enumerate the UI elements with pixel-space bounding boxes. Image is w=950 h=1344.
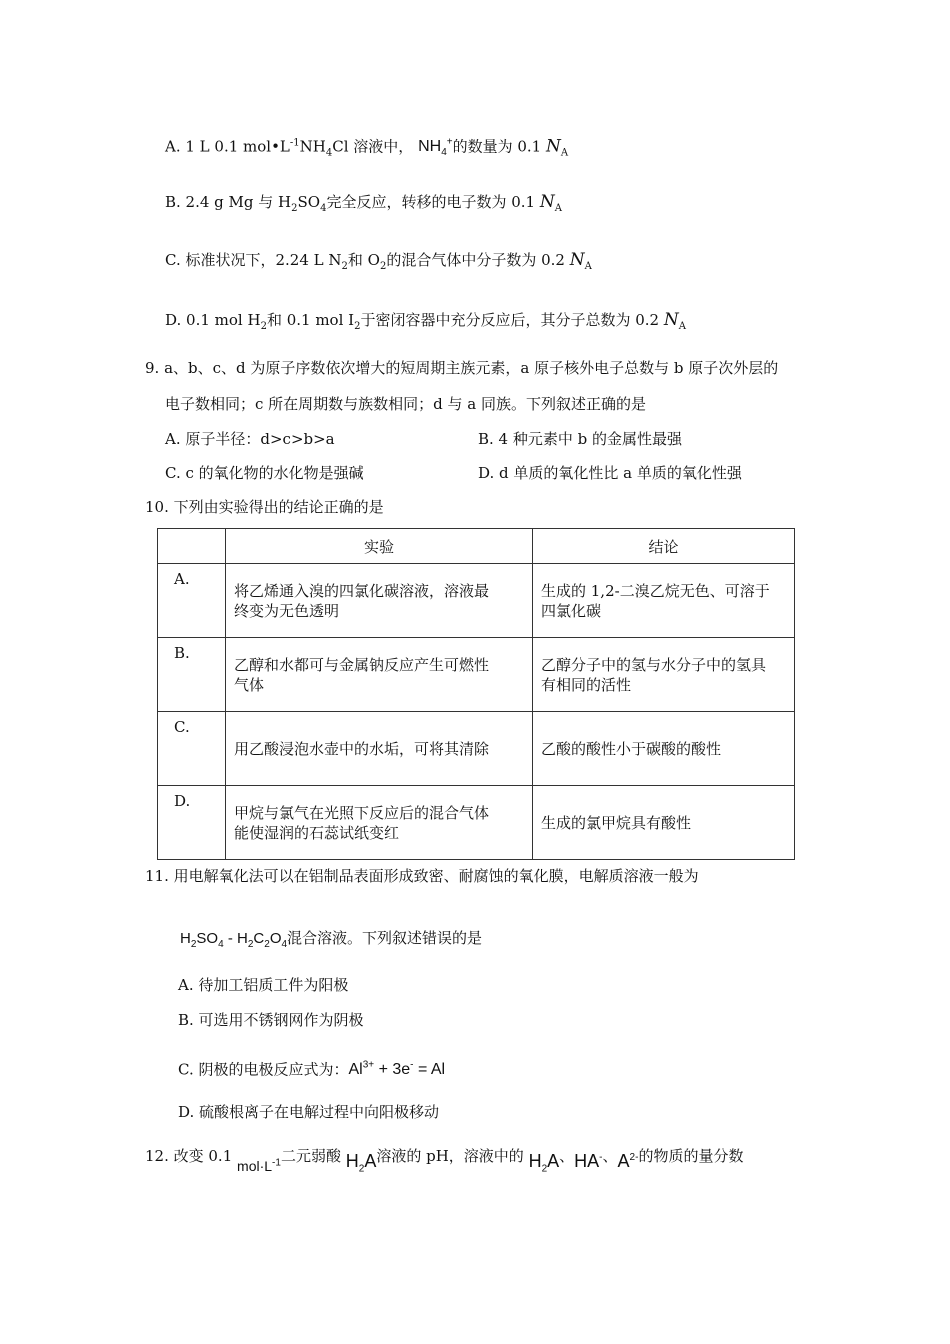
- cell-line: 生成的 1,2-二溴乙烷无色、可溶于: [541, 581, 770, 600]
- f-so: SO: [196, 930, 219, 947]
- q8c-sub1: 2: [341, 261, 348, 272]
- cell-line: 乙酸的酸性小于碳酸的酸性: [541, 739, 722, 758]
- q12-mid2: 溶液的 pH，溶液中的: [376, 1147, 524, 1165]
- q8-option-c: [165, 250, 592, 277]
- cell-line: 有相同的活性: [541, 675, 632, 694]
- q8b-post: 完全反应，转移的电子数为 0.1: [326, 193, 540, 211]
- eq-al: Al: [348, 1061, 363, 1079]
- sp-a2: A: [617, 1151, 630, 1171]
- f-sub: 4: [218, 939, 224, 950]
- sp-sub: 2: [541, 1163, 548, 1175]
- q12-stem: [145, 1142, 743, 1174]
- f-sub: 4: [281, 939, 288, 950]
- row-conclusion: [533, 638, 795, 712]
- h2a-sub: 2: [358, 1163, 365, 1175]
- cell-line: 甲烷与氯气在光照下反应后的混合气体: [234, 803, 490, 822]
- avogadro-symbol: N: [663, 310, 679, 330]
- q9-option-d: D. d 单质的氧化性比 a 单质的氧化性强: [478, 464, 742, 482]
- f-sub: 2: [247, 939, 254, 950]
- cathode-equation: [348, 1061, 445, 1078]
- q12-pre: 12. 改变 0.1: [145, 1147, 233, 1165]
- q11-stem-line2: [180, 928, 482, 955]
- h2a-h: H: [345, 1151, 359, 1171]
- row-experiment: [226, 638, 533, 712]
- h2a-a: A: [364, 1151, 377, 1171]
- nh4-sub: 4: [441, 147, 447, 159]
- table-header-row: [158, 529, 795, 564]
- sp-charge: -: [599, 1152, 603, 1163]
- avogadro-symbol: N: [539, 192, 555, 212]
- table-header-experiment: 实验: [226, 529, 533, 564]
- cell-line: 用乙酸浸泡水壶中的水垢，可将其清除: [234, 739, 490, 758]
- q9-option-c: C. c 的氧化物的水化物是强碱: [165, 464, 364, 482]
- row-conclusion: [533, 564, 795, 638]
- q8d-sub1: 2: [260, 321, 267, 332]
- q8d-text: D. 0.1 mol H: [165, 311, 261, 329]
- q11-option-d: D. 硫酸根离子在电解过程中向阳极移动: [178, 1103, 440, 1121]
- row-experiment: [226, 786, 533, 860]
- q12-post: 的物质的量分数: [638, 1147, 744, 1165]
- q8a-sup: -1: [289, 137, 300, 149]
- nh4-charge: +: [446, 137, 453, 148]
- q8a-text: A. 1 L 0.1 mol•L: [165, 137, 290, 156]
- species-a: [618, 1151, 639, 1171]
- experiment-table: [157, 528, 795, 860]
- q8a-tail: Cl 溶液中，: [332, 137, 414, 156]
- q8d-post: 于密闭容器中充分反应后，其分子总数为 0.2: [360, 311, 664, 329]
- q8-option-a: [165, 133, 568, 164]
- eq-electron-charge: -: [410, 1060, 414, 1071]
- q8b-sub1: 2: [291, 203, 298, 214]
- species-ha: [574, 1151, 602, 1171]
- q8-option-b: [165, 192, 562, 219]
- eq-product: = Al: [413, 1061, 446, 1079]
- cell-line: 乙醇分子中的氢与水分子中的氢具: [541, 655, 767, 674]
- table-row: [158, 638, 795, 712]
- f-sub: 2: [264, 939, 270, 950]
- electrolyte-formula: [180, 930, 288, 950]
- ammonium-formula: [418, 137, 453, 159]
- q8c-text: C. 标准状况下，2.24 L N: [165, 251, 342, 269]
- q8a-sub: 4: [325, 147, 333, 159]
- cell-line: 能使湿润的石蕊试纸变红: [234, 823, 400, 842]
- q11-stem-tail: 混合溶液。下列叙述错误的是: [287, 929, 483, 947]
- q8d-mid: 和 0.1 mol I: [266, 311, 355, 329]
- row-key: B.: [158, 638, 226, 712]
- q8d-sub2: 2: [354, 321, 361, 332]
- q8b-text: B. 2.4 g Mg 与 H: [165, 193, 292, 211]
- cell-line: 四氯化碳: [541, 601, 602, 620]
- row-key: C.: [158, 712, 226, 786]
- eq-electron: + 3e: [374, 1061, 411, 1079]
- q9-stem-line1: 9. a、b、c、d 为原子序数依次增大的短周期主族元素，a 原子核外电子总数与 b 原子次外层的: [145, 359, 779, 377]
- q8-option-d: [165, 310, 686, 337]
- separator: 、: [602, 1147, 618, 1165]
- q11-option-b: B. 可选用不锈钢网作为阴极: [178, 1011, 364, 1029]
- q11-option-c: [178, 1056, 445, 1080]
- avogadro-symbol: N: [546, 136, 561, 157]
- eq-charge: 3+: [362, 1060, 375, 1071]
- row-conclusion: [533, 712, 795, 786]
- cell-line: 乙醇和水都可与金属钠反应产生可燃性: [234, 655, 490, 674]
- q11-option-a: A. 待加工铝质工件为阳极: [178, 976, 349, 994]
- row-conclusion: [533, 786, 795, 860]
- table-row: [158, 564, 795, 638]
- f-c: C: [253, 930, 265, 947]
- f-sub: 2: [190, 939, 197, 950]
- avogadro-sub: A: [678, 321, 686, 332]
- q8b-sub2: 4: [320, 203, 327, 214]
- f-o: O: [269, 930, 282, 947]
- q12-mid1: 二元弱酸: [280, 1147, 341, 1165]
- cell-line: 终变为无色透明: [234, 601, 340, 620]
- row-experiment: [226, 712, 533, 786]
- table-row: [158, 786, 795, 860]
- q9-option-b: B. 4 种元素中 b 的金属性最强: [478, 430, 683, 448]
- avogadro-symbol: N: [569, 250, 585, 270]
- h2a-formula: [345, 1151, 377, 1175]
- row-key: D.: [158, 786, 226, 860]
- table-header-conclusion: 结论: [533, 529, 795, 564]
- avogadro-sub: A: [554, 203, 562, 214]
- q8a-nh: NH: [299, 137, 326, 156]
- cell-line: 气体: [234, 675, 265, 694]
- table-header-blank: [158, 529, 226, 564]
- q8b-mid: SO: [297, 193, 321, 211]
- species-h2a: [528, 1151, 560, 1175]
- sp-charge: 2-: [629, 1152, 639, 1163]
- sp-a: A: [547, 1151, 560, 1171]
- unit-sup: -1: [272, 1157, 281, 1169]
- q9-option-a: A. 原子半径：d>c>b>a: [165, 430, 335, 448]
- sp-h: H: [528, 1151, 542, 1171]
- row-key: A.: [158, 564, 226, 638]
- separator: 、: [559, 1147, 575, 1165]
- avogadro-sub: A: [560, 147, 569, 159]
- nh4-symbol: NH: [418, 138, 442, 156]
- unit-text: mol·L: [237, 1158, 273, 1174]
- avogadro-sub: A: [584, 261, 592, 272]
- q8c-mid: 和 O: [347, 251, 380, 269]
- table-row: [158, 712, 795, 786]
- q8c-post: 的混合气体中分子数为 0.2: [386, 251, 570, 269]
- q12-unit: [237, 1158, 281, 1174]
- q9-stem-line2: 电子数相同；c 所在周期数与族数相同；d 与 a 同族。下列叙述正确的是: [165, 395, 647, 413]
- q8c-sub2: 2: [379, 261, 387, 272]
- q10-stem: 10. 下列由实验得出的结论正确的是: [145, 498, 384, 516]
- q11-stem-line1: 11. 用电解氧化法可以在铝制品表面形成致密、耐腐蚀的氧化膜，电解质溶液一般为: [145, 867, 699, 885]
- f-dash: -: [223, 930, 237, 947]
- cell-line: 生成的氯甲烷具有酸性: [541, 813, 692, 832]
- f-h: H: [237, 930, 248, 947]
- f-h: H: [180, 930, 191, 947]
- cell-line: 将乙烯通入溴的四氯化碳溶液，溶液最: [234, 581, 490, 600]
- q11c-text: C. 阴极的电极反应式为：: [178, 1060, 349, 1079]
- sp-ha: HA: [574, 1151, 600, 1171]
- row-experiment: [226, 564, 533, 638]
- q8a-post: 的数量为 0.1: [452, 137, 546, 156]
